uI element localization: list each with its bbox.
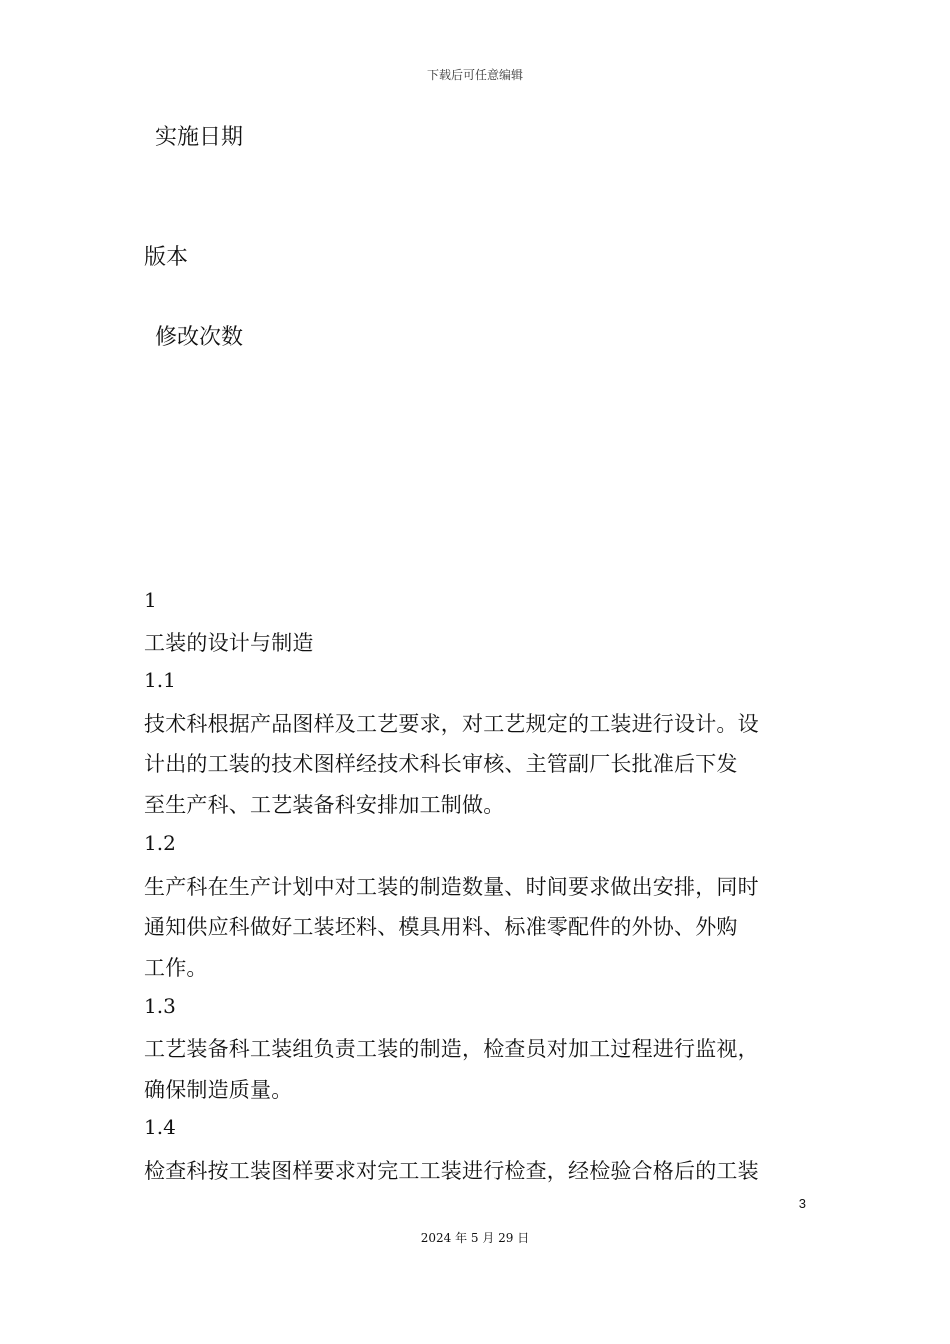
- revision-count-label: 修改次数: [155, 325, 244, 350]
- clause-number: 1.2: [144, 831, 176, 855]
- clause-line: 生产科在生产计划中对工装的制造数量、时间要求做出安排，同时: [144, 875, 759, 899]
- clause-line: 至生产科、工艺装备科安排加工制做。: [144, 793, 505, 817]
- clause-line: 检查科按工装图样要求对完工工装进行检查，经检验合格后的工装: [144, 1159, 759, 1183]
- clause-number: 1.3: [144, 994, 176, 1018]
- clause-line: 确保制造质量。: [144, 1078, 293, 1102]
- section-number: 1: [144, 588, 157, 612]
- section-title: 工装的设计与制造: [144, 631, 314, 655]
- clause-line: 工作。: [144, 956, 208, 980]
- header-note: 下载后可任意编辑: [426, 68, 523, 82]
- implementation-date-label: 实施日期: [155, 125, 244, 150]
- clause-line: 计出的工装的技术图样经技术科长审核、主管副厂长批准后下发: [144, 752, 738, 776]
- clause-line: 工艺装备科工装组负责工装的制造，检查员对加工过程进行监视，: [144, 1037, 759, 1061]
- clause-number: 1.4: [144, 1115, 176, 1139]
- clause-number: 1.1: [144, 668, 176, 692]
- footer-date: 2024 年 5 月 29 日: [420, 1231, 530, 1245]
- clause-line: 技术科根据产品图样及工艺要求，对工艺规定的工装进行设计。设: [144, 712, 759, 736]
- version-label: 版本: [144, 245, 189, 270]
- clause-line: 通知供应科做好工装坯料、模具用料、标准零配件的外协、外购: [144, 915, 738, 939]
- page-number: 3: [798, 1196, 806, 1211]
